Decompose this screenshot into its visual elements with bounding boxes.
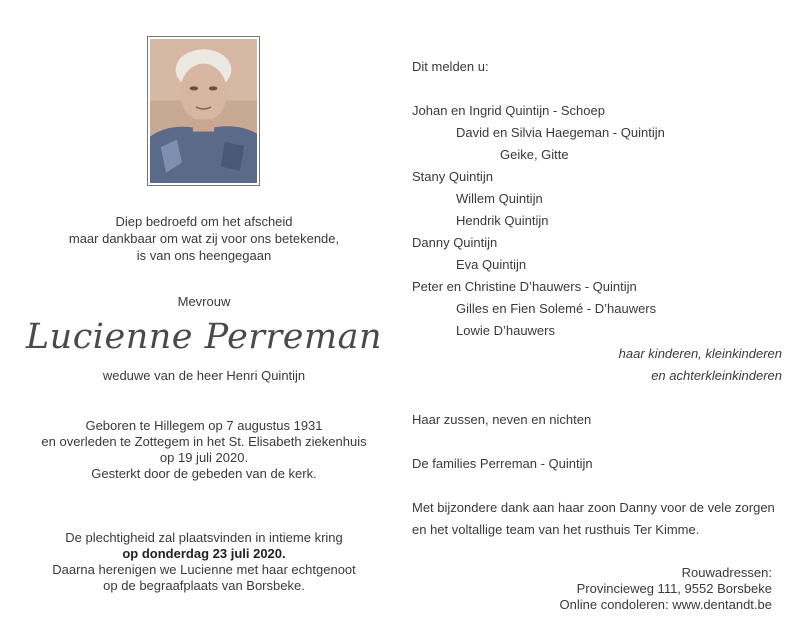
intro-line: is van ons heengegaan — [136, 248, 272, 263]
born-line: op 19 juli 2020. — [159, 450, 249, 465]
condolence-link[interactable]: Online condoleren: www.dentandt.be — [559, 597, 772, 612]
family-line: Hendrik Quintijn — [456, 213, 549, 228]
intro-text — [20, 213, 388, 264]
siblings-text: Haar zussen, neven en nichten — [412, 412, 592, 427]
family-line: Peter en Christine D’hauwers - Quintijn — [412, 279, 637, 294]
family-line: Lowie D’hauwers — [456, 323, 555, 338]
family-line: David en Silvia Haegeman - Quintijn — [456, 125, 665, 140]
ceremony-line: Daarna herenigen we Lucienne met haar echtgenoot — [52, 562, 356, 577]
ceremony-info — [20, 530, 388, 594]
family-line: Willem Quintijn — [456, 191, 543, 206]
portrait-image — [150, 39, 257, 183]
address-line: Provincieweg 111, 9552 Borsbeke — [576, 581, 772, 596]
ceremony-line: De plechtigheid zal plaatsvinden in intieme kring — [65, 530, 343, 545]
widow-text: weduwe van de heer Henri Quintijn — [102, 368, 306, 383]
portrait-photo — [147, 36, 260, 186]
born-line: Gesterkt door de gebeden van de kerk. — [91, 466, 317, 481]
announce-text: Dit melden u: — [412, 59, 489, 74]
grandchildren-label: en achterkleinkinderen — [651, 368, 782, 383]
family-line: Gilles en Fien Solemé - D’hauwers — [456, 301, 657, 316]
salutation: Mevrouw — [177, 294, 231, 309]
family-line: Danny Quintijn — [412, 235, 498, 250]
family-line: Stany Quintijn — [412, 169, 493, 184]
birth-death-info — [20, 418, 388, 482]
thanks-line: en het voltallige team van het rusthuis Ter Kimme. — [412, 522, 700, 537]
ceremony-date: op donderdag 23 juli 2020. — [122, 546, 286, 561]
ceremony-line: op de begraafplaats van Borsbeke. — [103, 578, 305, 593]
family-line: Geike, Gitte — [500, 147, 569, 162]
thanks-line: Met bijzondere dank aan haar zoon Danny voor de vele zorgen — [412, 500, 775, 515]
born-line: Geboren te Hillegem op 7 augustus 1931 — [85, 418, 323, 433]
intro-line: maar dankbaar om wat zij voor ons betekende, — [68, 231, 340, 246]
right-column — [412, 0, 782, 643]
families-text: De families Perreman - Quintijn — [412, 456, 593, 471]
family-line: Eva Quintijn — [456, 257, 527, 272]
deceased-name: Lucienne Perreman — [25, 317, 383, 357]
born-line: en overleden te Zottegem in het St. Elisabeth ziekenhuis — [41, 434, 367, 449]
intro-line: Diep bedroefd om het afscheid — [115, 214, 293, 229]
children-label: haar kinderen, kleinkinderen — [618, 346, 782, 361]
address-title: Rouwadressen: — [681, 565, 772, 580]
family-line: Johan en Ingrid Quintijn - Schoep — [412, 103, 605, 118]
